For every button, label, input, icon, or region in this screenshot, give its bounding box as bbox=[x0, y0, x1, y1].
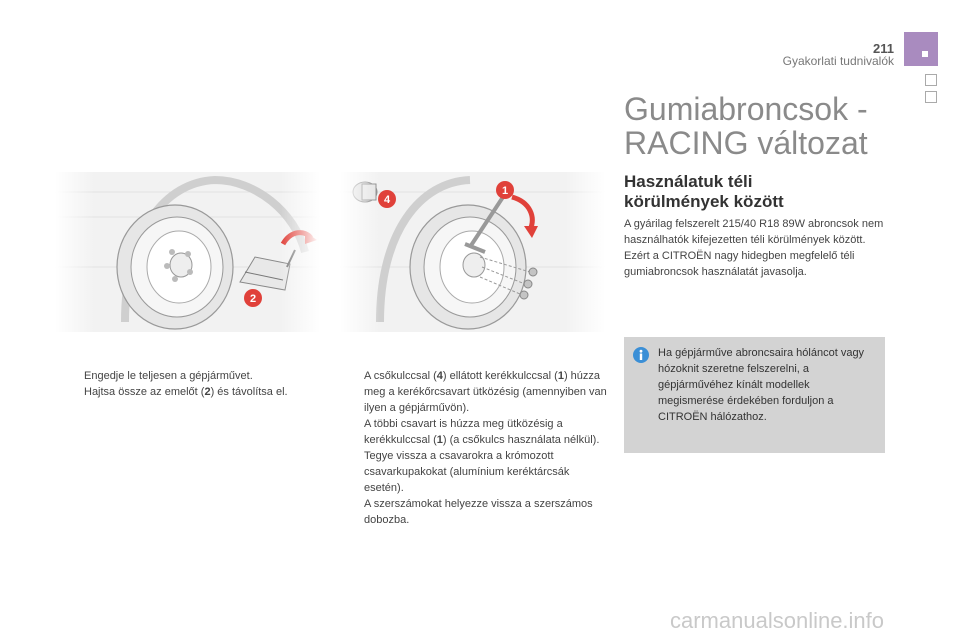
step-ref-number: 1 bbox=[557, 370, 564, 382]
list-item bbox=[342, 416, 607, 448]
step-ref-number: 4 bbox=[436, 370, 443, 382]
step-text: ) (a csőkulcs használata nélkül). bbox=[442, 434, 600, 446]
subsection-title-line-2: körülmények között bbox=[624, 192, 784, 211]
intro-paragraph: A gyárilag felszerelt 215/40 R18 89W abroncsok nem használhatók kifejezetten téli körülmények között. Ezért a CITROËN nagy hidegben megfelelő téli gumiabroncsok használatát javasolja. bbox=[624, 218, 884, 278]
step-text: ) és távolítsa el. bbox=[210, 386, 288, 398]
step-text: Tegye vissza a csavarokra a krómozott csavarkupakokat (alumínium keréktárcsák esetén). bbox=[364, 450, 570, 494]
chapter-tab-active bbox=[904, 32, 938, 66]
step-text: Engedje le teljesen a gépjárművet. bbox=[84, 370, 253, 382]
subsection-title bbox=[624, 172, 894, 212]
list-item bbox=[342, 448, 607, 496]
step-text: A szerszámokat helyezze vissza a szerszámos dobozba. bbox=[364, 498, 593, 526]
step-text: ) húzza meg a kerékőrcsavart ütközésig (amennyiben van ilyen a gépjárművön). bbox=[364, 370, 607, 414]
step-text: ) ellátott kerékkulccsal ( bbox=[442, 370, 558, 382]
step-ref-number: 1 bbox=[436, 434, 443, 446]
page-title bbox=[624, 92, 924, 160]
wheel-jack-illustration bbox=[55, 172, 320, 332]
info-icon bbox=[633, 347, 649, 363]
steps-list-right bbox=[342, 368, 607, 528]
step-ref-number: 2 bbox=[204, 386, 211, 398]
steps-list-left bbox=[62, 368, 327, 400]
wheel-wrench-illustration bbox=[340, 172, 605, 332]
subsection-title-line-1: Használatuk téli bbox=[624, 172, 753, 191]
list-item bbox=[62, 384, 327, 400]
watermark: carmanualsonline.info bbox=[670, 608, 885, 633]
step-text: A többi csavart is húzza meg ütközésig a kerékkulccsal ( bbox=[364, 418, 563, 446]
step-text: Hajtsa össze az emelőt ( bbox=[84, 386, 205, 398]
chapter-tab bbox=[925, 91, 937, 103]
info-note-text: Ha gépjárműve abroncsaira hóláncot vagy hózoknit szeretne felszerelni, a gépjárművéhez kínált modellek megismerése érdekében forduljon a CITROËN hálózathoz. bbox=[658, 347, 865, 423]
page-title-line-1: Gumiabroncsok - bbox=[624, 91, 868, 127]
chapter-tab bbox=[925, 74, 937, 86]
info-note-box bbox=[624, 337, 885, 453]
page-number: 211 bbox=[873, 41, 894, 56]
list-item bbox=[62, 368, 327, 384]
step-text: A csőkulccsal ( bbox=[364, 370, 437, 382]
list-item bbox=[342, 496, 607, 528]
section-title: Gyakorlati tudnivalók bbox=[782, 54, 894, 68]
page-title-line-2: RACING változat bbox=[624, 125, 868, 161]
list-item bbox=[342, 368, 607, 416]
